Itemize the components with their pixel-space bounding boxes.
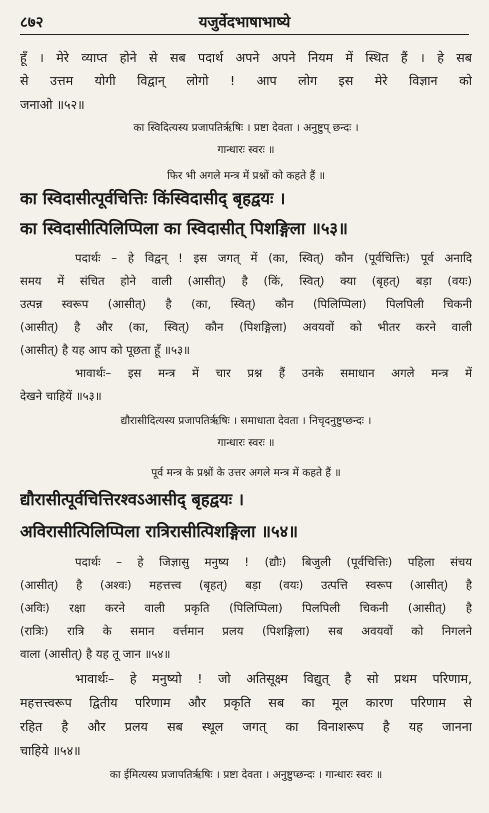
padartha-line: उत्पन्न स्वरूप (आसीत्) है (का, स्वित्) कौन (पिलिप्पिला) पिलपिली चिकनी xyxy=(20,297,472,311)
rishi-line: द्यौरासीदित्यस्य प्रजापतिर्ऋषिः । समाधाता देवता । निचृदनुष्टुप्छन्दः । xyxy=(120,415,372,427)
svara-line: गान्धारः स्वरः ॥ xyxy=(217,144,275,156)
running-title: यजुर्वेदभाषाभाष्ये xyxy=(198,13,291,31)
padartha-line: (अविः) रक्षा करने वाली प्रकृति (पिलिप्पिला) पिलपिली चिकनी (आसीत्) है xyxy=(20,601,472,615)
bhavartha-line: महत्तत्त्वरूप द्वितीय परिणाम और प्रकृति सब का मूल कारण परिणाम से xyxy=(20,695,472,710)
padartha-line: (आसीत्) है (अश्वः) महत्तत्त्व (बृहत्) बड़ा (वयः) उत्पत्ति स्वरूप (आसीत्) है xyxy=(20,578,472,592)
rishi-line: का स्विदित्यस्य प्रजापतिर्ऋषिः । प्रष्टा देवता । अनुष्टुप् छन्दः । xyxy=(133,122,359,134)
padartha-line: समय में संचित होने वाली (आसीत्) है (किं, स्वित्) क्या (बृहत्) बड़ा (वयः) xyxy=(20,274,472,288)
page-header xyxy=(20,10,469,35)
page-number: ८७२ xyxy=(20,13,44,31)
padartha-line: पदार्थः – हे विद्वन् ! इस जगत् में (का, स्वित्) कौन (पूर्वचित्तिः) पूर्व अनादि xyxy=(75,251,472,265)
padartha-line: वाला (आसीत्) है यह तू जान ॥५४॥ xyxy=(20,647,171,661)
text-line: हूँ । मेरे व्याप्त होने से सब पदार्थ अपने अपने नियम में स्थित हैं । हे सब xyxy=(20,50,472,65)
intro-line: पूर्व मन्त्र के प्रश्नों के उत्तर अगले मन्त्र में कहते हैं ॥ xyxy=(151,467,341,479)
mantra-line: का स्विदासीत्पूर्वचित्तिः किंस्विदासीद् बृहद्वयः । xyxy=(20,189,286,208)
text-line: से उत्तम योगी विद्वान् लोगो ! आप लोग इस मेरे विज्ञान को xyxy=(20,73,472,88)
bhavartha-line: भावार्थः– हे मनुष्यो ! जो अतिसूक्ष्म विद्युत् है सो प्रथम परिणाम, xyxy=(75,671,472,686)
padartha-line: (आसीत्) है यह आप को पूछता हूँ ॥५३॥ xyxy=(20,343,190,357)
rishi-line: का ईमित्यस्य प्रजापतिर्ऋषिः । प्रष्टा देवता । अनुष्टुप्छन्दः । गान्धारः स्वरः ॥ xyxy=(109,769,383,781)
bhavartha-line: चाहिये ॥५४॥ xyxy=(20,743,81,758)
padartha-line: (आसीत्) है और (का, स्वित्) कौन (पिशङ्गिला) अवयवों को भीतर करने वाली xyxy=(20,320,472,334)
mantra-line: का स्विदासीत्पिलिप्पिला का स्विदासीत् पिशङ्गिला ॥५३॥ xyxy=(20,219,348,238)
bhavartha-line: भावार्थः– इस मन्त्र में चार प्रश्न हैं उनके समाधान अगले मन्त्र में xyxy=(75,366,472,380)
padartha-line: (रात्रिः) रात्रि के समान वर्त्तमान प्रलय (पिशङ्गिला) सब अवयवों को निगलने xyxy=(20,624,472,638)
bhavartha-line: रहित है और प्रलय सब स्थूल जगत् का विनाशरूप है यह जानना xyxy=(20,719,472,734)
mantra-line: अविरासीत्पिलिप्पिला रात्रिरासीत्पिशङ्गिला ॥५४॥ xyxy=(20,522,299,541)
intro-line: फिर भी अगले मन्त्र में प्रश्नों को कहते हैं ॥ xyxy=(167,170,325,182)
text-line: जनाओ ॥५२॥ xyxy=(20,97,85,112)
bhavartha-line: देखने चाहियें ॥५३॥ xyxy=(20,389,102,403)
padartha-line: पदार्थः – हे जिज्ञासु मनुष्य ! (द्यौः) बिजुली (पूर्वचित्तिः) पहिला संचय xyxy=(75,555,472,569)
svara-line: गान्धारः स्वरः ॥ xyxy=(217,437,275,449)
mantra-line: द्यौरासीत्पूर्वचित्तिरश्वऽआसीद् बृहद्वयः । xyxy=(20,490,245,509)
